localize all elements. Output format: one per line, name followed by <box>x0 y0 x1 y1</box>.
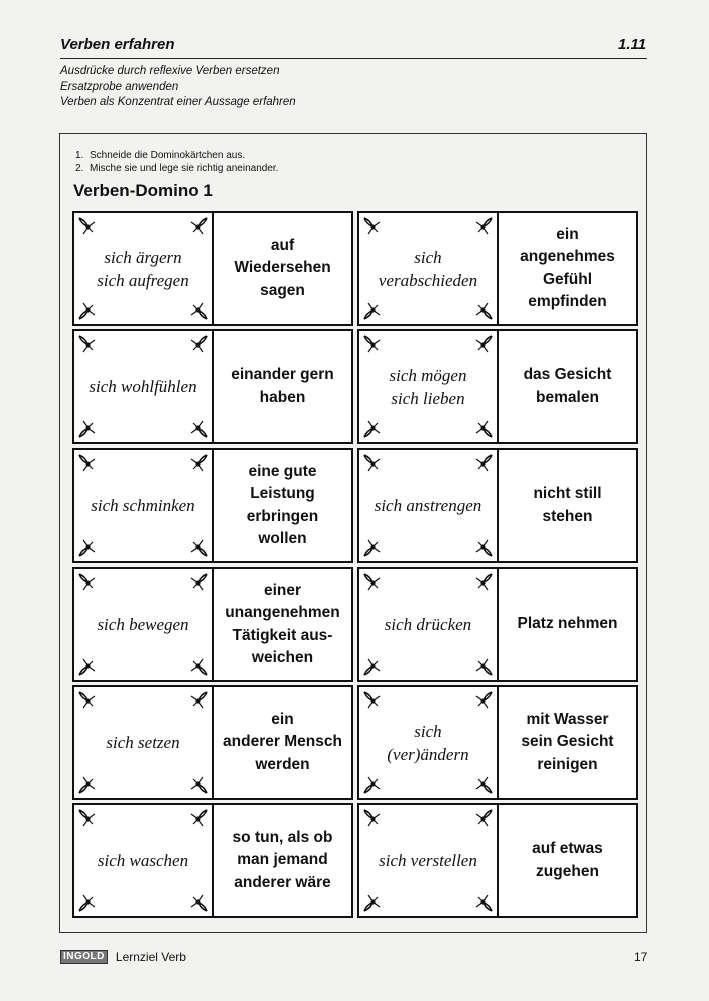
corner-ornament-icon <box>362 538 382 558</box>
book-title: Lernziel Verb <box>115 950 186 964</box>
corner-ornament-icon <box>474 690 494 710</box>
header-divider <box>60 58 647 59</box>
domino-card <box>357 567 638 682</box>
corner-ornament-icon <box>189 808 209 828</box>
corner-ornament-icon <box>474 216 494 236</box>
corner-ornament-icon <box>77 334 97 354</box>
card-phrase-side <box>499 687 636 798</box>
corner-ornament-icon <box>77 301 97 321</box>
domino-card <box>357 448 638 563</box>
instructions <box>75 150 278 175</box>
card-verb: sich mögen sich lieben <box>389 365 467 408</box>
card-verb: sich wohlfühlen <box>89 377 197 396</box>
card-phrase: auf etwas zugehen <box>532 840 603 880</box>
corner-ornament-icon <box>474 775 494 795</box>
corner-ornament-icon <box>474 808 494 828</box>
card-phrase-side <box>499 569 636 680</box>
corner-ornament-icon <box>362 334 382 354</box>
card-phrase: so tun, als ob man jemand anderer wäre <box>232 828 333 891</box>
goal-item: Ausdrücke durch reflexive Verben ersetzen <box>60 65 280 77</box>
card-phrase-side <box>499 213 636 324</box>
card-verb: sich (ver)ändern <box>387 721 469 764</box>
corner-ornament-icon <box>77 690 97 710</box>
corner-ornament-icon <box>77 419 97 439</box>
card-verb: sich drücken <box>384 615 472 634</box>
corner-ornament-icon <box>189 419 209 439</box>
card-phrase: einander gern haben <box>231 366 334 406</box>
goal-item: Verben als Konzentrat einer Aussage erfahren <box>60 96 296 108</box>
corner-ornament-icon <box>77 808 97 828</box>
card-phrase-side <box>214 213 351 324</box>
card-verb-side <box>359 213 499 324</box>
card-phrase: mit Wasser sein Gesicht reinigen <box>521 710 614 773</box>
corner-ornament-icon <box>474 453 494 473</box>
card-phrase: ein angenehmes Gefühl empfinden <box>520 225 615 310</box>
corner-ornament-icon <box>77 775 97 795</box>
footer <box>60 950 186 964</box>
corner-ornament-icon <box>362 893 382 913</box>
publisher-logo: INGOLD <box>60 950 108 964</box>
corner-ornament-icon <box>77 216 97 236</box>
domino-title: Verben-Domino 1 <box>73 181 213 200</box>
card-verb: sich verstellen <box>379 851 477 870</box>
card-verb-side <box>74 450 214 561</box>
corner-ornament-icon <box>189 572 209 592</box>
goal-item: Ersatzprobe anwenden <box>60 80 179 93</box>
card-verb-side <box>74 687 214 798</box>
domino-card <box>357 211 638 326</box>
domino-card <box>72 448 353 563</box>
corner-ornament-icon <box>77 657 97 677</box>
corner-ornament-icon <box>189 453 209 473</box>
corner-ornament-icon <box>474 334 494 354</box>
corner-ornament-icon <box>77 893 97 913</box>
domino-card <box>72 211 353 326</box>
card-verb-side <box>359 805 499 916</box>
instruction-item: 2. Mische sie und lege sie richtig aneinander. <box>75 162 279 174</box>
card-verb-side <box>359 569 499 680</box>
corner-ornament-icon <box>362 419 382 439</box>
corner-ornament-icon <box>474 572 494 592</box>
card-phrase-side <box>214 569 351 680</box>
card-phrase-side <box>214 687 351 798</box>
domino-card <box>357 685 638 800</box>
corner-ornament-icon <box>362 657 382 677</box>
card-verb: sich anstrengen <box>374 496 482 515</box>
corner-ornament-icon <box>77 453 97 473</box>
domino-card <box>357 329 638 444</box>
card-phrase-side <box>499 331 636 442</box>
corner-ornament-icon <box>362 690 382 710</box>
page-number: 17 <box>634 950 648 964</box>
corner-ornament-icon <box>474 657 494 677</box>
domino-card <box>72 803 353 918</box>
card-phrase: ein anderer Mensch werden <box>223 710 342 773</box>
card-verb-side <box>74 213 214 324</box>
domino-card <box>72 567 353 682</box>
card-verb: sich verabschieden <box>378 247 478 290</box>
corner-ornament-icon <box>362 808 382 828</box>
card-phrase: auf Wiedersehen sagen <box>234 236 331 299</box>
card-verb: sich bewegen <box>97 615 189 634</box>
card-verb: sich setzen <box>106 733 180 752</box>
card-phrase: nicht still stehen <box>533 485 602 525</box>
page-title: Verben erfahren <box>60 36 175 53</box>
corner-ornament-icon <box>189 334 209 354</box>
domino-card <box>357 803 638 918</box>
card-phrase: Platz nehmen <box>517 615 618 633</box>
card-phrase-side <box>214 805 351 916</box>
corner-ornament-icon <box>474 538 494 558</box>
card-verb-side <box>74 569 214 680</box>
corner-ornament-icon <box>474 419 494 439</box>
card-verb: sich ärgern sich aufregen <box>97 247 189 290</box>
corner-ornament-icon <box>474 893 494 913</box>
instruction-item: 1. Schneide die Dominokärtchen aus. <box>75 150 246 161</box>
corner-ornament-icon <box>189 690 209 710</box>
corner-ornament-icon <box>189 538 209 558</box>
card-verb-side <box>359 687 499 798</box>
corner-ornament-icon <box>474 301 494 321</box>
card-phrase: das Gesicht bemalen <box>523 366 612 406</box>
corner-ornament-icon <box>189 893 209 913</box>
card-verb-side <box>359 331 499 442</box>
corner-ornament-icon <box>362 216 382 236</box>
card-phrase-side <box>499 805 636 916</box>
domino-card <box>72 329 353 444</box>
corner-ornament-icon <box>77 538 97 558</box>
corner-ornament-icon <box>77 572 97 592</box>
corner-ornament-icon <box>189 301 209 321</box>
card-phrase-side <box>214 331 351 442</box>
corner-ornament-icon <box>189 216 209 236</box>
card-verb-side <box>74 331 214 442</box>
card-verb-side <box>359 450 499 561</box>
corner-ornament-icon <box>362 453 382 473</box>
card-phrase-side <box>499 450 636 561</box>
corner-ornament-icon <box>362 775 382 795</box>
corner-ornament-icon <box>189 775 209 795</box>
section-number: 1.11 <box>618 36 647 53</box>
card-phrase: einer unangenehmen Tätigkeit aus- weichen <box>225 581 340 666</box>
card-verb: sich waschen <box>97 851 189 870</box>
card-phrase: eine gute Leistung erbringen wollen <box>246 462 319 547</box>
corner-ornament-icon <box>362 301 382 321</box>
learning-goals <box>60 64 296 111</box>
domino-card <box>72 685 353 800</box>
card-verb: sich schminken <box>91 496 195 515</box>
card-phrase-side <box>214 450 351 561</box>
corner-ornament-icon <box>189 657 209 677</box>
corner-ornament-icon <box>362 572 382 592</box>
card-verb-side <box>74 805 214 916</box>
